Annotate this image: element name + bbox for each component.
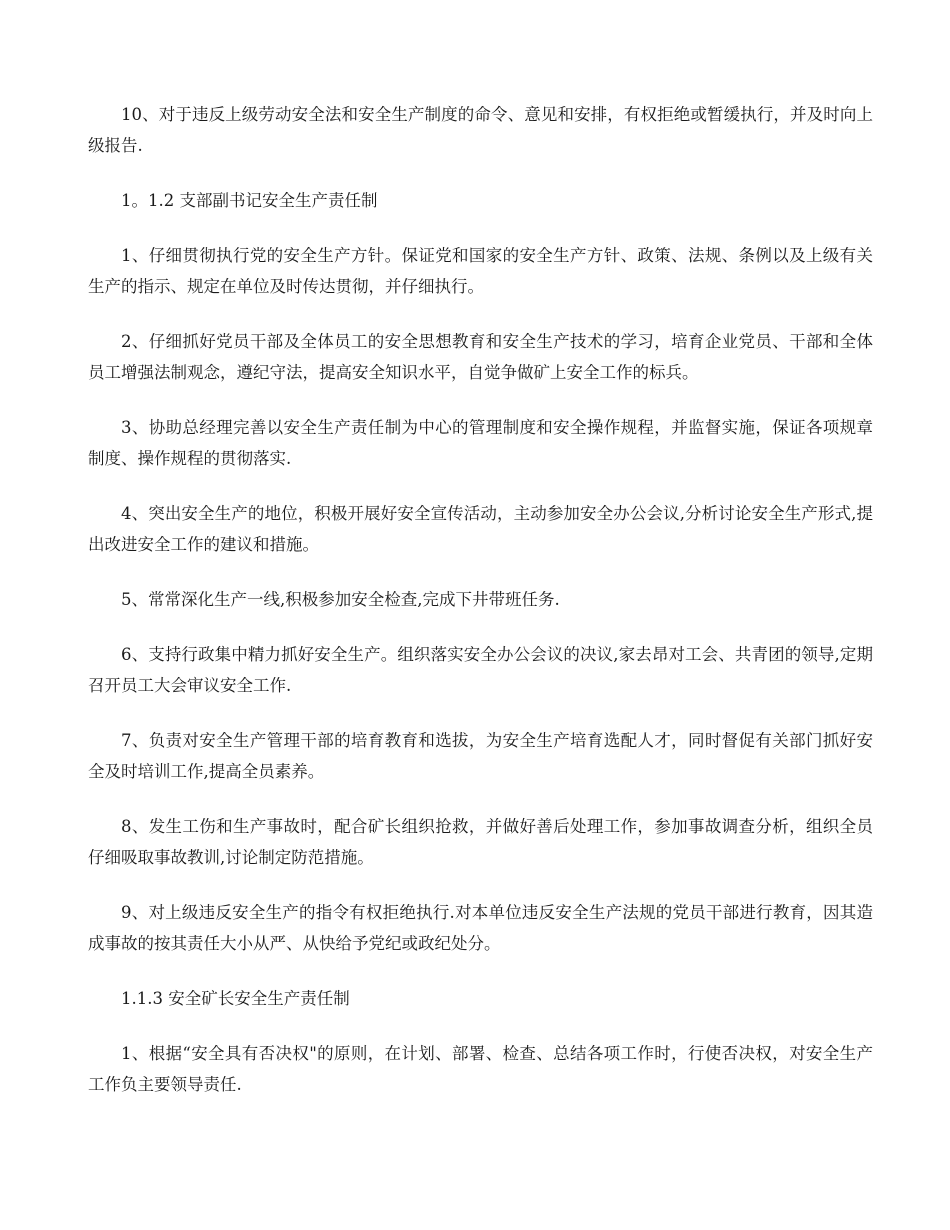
paragraph-item-4: 4、突出安全生产的地位，积极开展好安全宣传活动，主动参加安全办公会议,分析讨论安全生产形式,提出改进安全工作的建议和措施。 <box>88 504 873 554</box>
section-heading-1-1-2: 1。1.2 支部副书记安全生产责任制 <box>121 191 378 210</box>
paragraph-item-9: 9、对上级违反安全生产的指令有权拒绝执行.对本单位违反安全生产法规的党员干部进行教育，因其造成事故的按其责任大小从严、从快给予党纪或政纪处分。 <box>88 903 873 953</box>
paragraph-item-8: 8、发生工伤和生产事故时，配合矿长组织抢救，并做好善后处理工作，参加事故调查分析，组织全员仔细吸取事故教训,讨论制定防范措施。 <box>88 817 873 867</box>
paragraph-item-6: 6、支持行政集中精力抓好安全生产。组织落实安全办公会议的决议,家去昂对工会、共青团的领导,定期召开员工大会审议安全工作. <box>88 645 873 695</box>
paragraph-item-10: 10、对于违反上级劳动安全法和安全生产制度的命令、意见和安排，有权拒绝或暂缓执行，并及时向上级报告. <box>88 105 873 155</box>
section-heading-1-1-3: 1.1.3 安全矿长安全生产责任制 <box>121 989 350 1008</box>
paragraph-item-2: 2、仔细抓好党员干部及全体员工的安全思想教育和安全生产技术的学习，培育企业党员、干部和全体员工增强法制观念，遵纪守法，提高安全知识水平，自觉争做矿上安全工作的标兵。 <box>88 332 873 382</box>
paragraph-item-1: 1、仔细贯彻执行党的安全生产方针。保证党和国家的安全生产方针、政策、法规、条例以及上级有关生产的指示、规定在单位及时传达贯彻，并仔细执行。 <box>88 246 873 296</box>
paragraph-item-7: 7、负责对安全生产管理干部的培育教育和选拔，为安全生产培育选配人才，同时督促有关部门抓好安全及时培训工作,提高全员素养。 <box>88 731 873 781</box>
paragraph-item-1-safety: 1、根据“安全具有否决权"的原则，在计划、部署、检查、总结各项工作时，行使否决权，对安全生产工作负主要领导责任. <box>88 1044 873 1094</box>
document-body <box>88 99 873 1124</box>
paragraph-item-3: 3、协助总经理完善以安全生产责任制为中心的管理制度和安全操作规程，并监督实施，保证各项规章制度、操作规程的贯彻落实. <box>88 418 873 468</box>
paragraph-item-5: 5、常常深化生产一线,积极参加安全检查,完成下井带班任务. <box>121 590 560 609</box>
